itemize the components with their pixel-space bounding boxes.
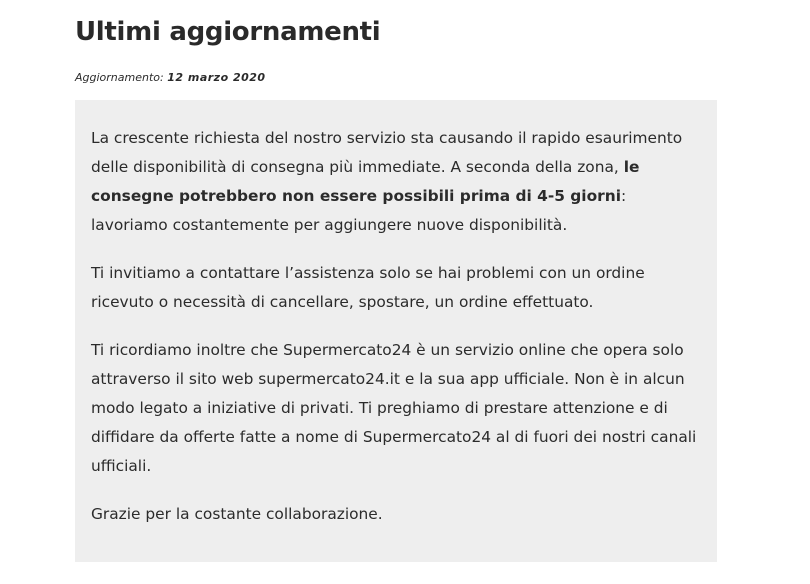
notice-box (75, 100, 717, 562)
notice-paragraph-official-channels: Ti ricordiamo inoltre che Supermercato24 è un servizio online che opera solo attraverso il sito web supermercato24.it e la sua app ufficiale. Non è in alcun modo legato a iniziative di privati. Ti preghiamo di prestare attenzione e di diffidare da offerte fatte a nome di Supermercato24 al di fuori dei nostri canali ufficiali. (91, 341, 697, 475)
notice-paragraph-delivery-intro: La crescente richiesta del nostro servizio sta causando il rapido esaurimento delle disponibilità di consegna più immediate. A seconda della zona, (91, 129, 683, 176)
update-info (75, 71, 717, 85)
notice-paragraph-delivery (91, 124, 701, 240)
notice-paragraph-support: Ti invitiamo a contattare l’assistenza solo se hai problemi con un ordine ricevuto o necessità di cancellare, spostare, un ordine effettuato. (91, 264, 645, 311)
notice-delivery-delay-highlight: le consegne potrebbero non essere possibili prima di 4-5 giorni (91, 158, 640, 205)
notice-paragraph-delivery-outro: : lavoriamo costantemente per aggiungere nuove disponibilità. (91, 187, 627, 234)
notice-paragraph-thanks: Grazie per la costante collaborazione. (91, 505, 383, 523)
page-title: Ultimi aggiornamenti (75, 17, 381, 47)
update-date: 12 marzo 2020 (167, 71, 266, 84)
update-label: Aggiornamento: (75, 71, 168, 84)
updates-page (75, 0, 717, 523)
